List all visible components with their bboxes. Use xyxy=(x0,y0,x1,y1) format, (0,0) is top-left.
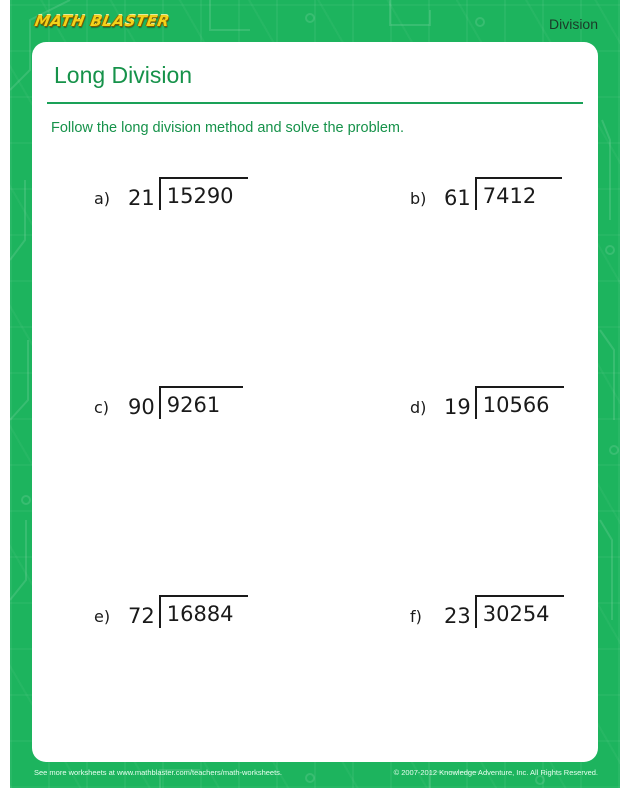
problem-b xyxy=(410,177,562,210)
dividend: 15290 xyxy=(159,177,248,210)
problem-c xyxy=(94,386,243,419)
divisor: 19 xyxy=(444,395,471,419)
math-blaster-logo: MATH BLASTER xyxy=(33,12,172,30)
topic-label: Division xyxy=(548,16,598,32)
problem-label: d) xyxy=(410,398,427,417)
problem-e xyxy=(94,595,248,628)
problem-f xyxy=(410,595,564,628)
footer-worksheets-link[interactable]: See more worksheets at www.mathblaster.com/teachers/math-worksheets. xyxy=(34,768,283,777)
problem-d xyxy=(410,386,564,419)
problem-label: b) xyxy=(410,189,427,208)
dividend: 16884 xyxy=(159,595,248,628)
dividend: 10566 xyxy=(475,386,564,419)
dividend: 9261 xyxy=(159,386,243,419)
worksheet-frame xyxy=(10,0,620,788)
dividend: 7412 xyxy=(475,177,562,210)
divisor: 23 xyxy=(444,604,471,628)
problem-label: c) xyxy=(94,398,110,417)
title-divider xyxy=(47,102,583,104)
footer-copyright: © 2007-2012 Knowledge Adventure, Inc. All Rights Reserved. xyxy=(393,768,598,777)
dividend: 30254 xyxy=(475,595,564,628)
problem-label: a) xyxy=(94,189,111,208)
divisor: 61 xyxy=(444,186,471,210)
problem-a xyxy=(94,177,248,210)
divisor: 90 xyxy=(128,395,155,419)
instruction-text: Follow the long division method and solve the problem. xyxy=(51,120,405,136)
worksheet-card xyxy=(32,42,598,762)
problem-label: e) xyxy=(94,607,111,626)
divisor: 21 xyxy=(128,186,155,210)
divisor: 72 xyxy=(128,604,155,628)
page-title: Long Division xyxy=(54,62,193,88)
problem-label: f) xyxy=(410,607,422,626)
